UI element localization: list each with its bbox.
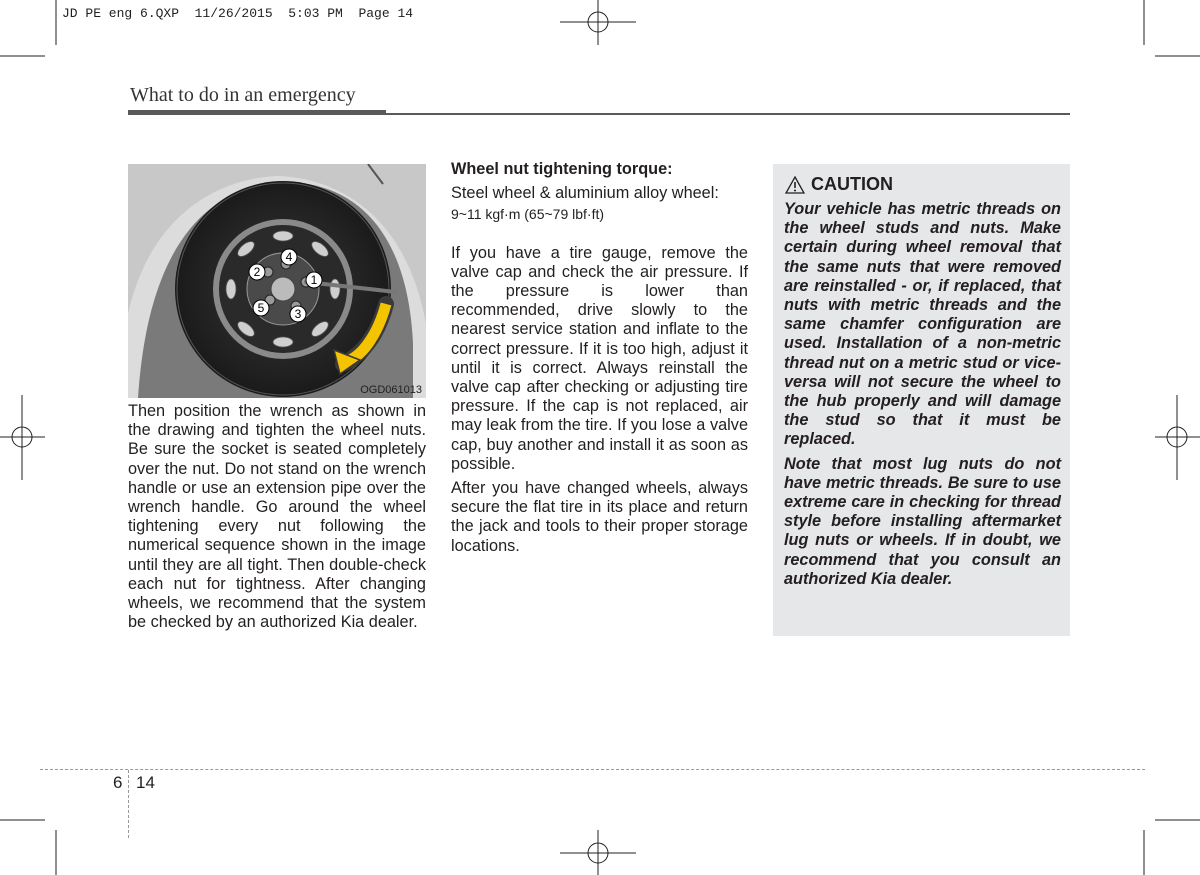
title-rule — [128, 110, 386, 115]
chapter-number: 6 — [113, 773, 123, 792]
print-slug-line: JD PE eng 6.QXP 11/26/2015 5:03 PM Page 14 — [62, 6, 414, 21]
page-number-divider — [128, 770, 129, 838]
storage-paragraph: After you have changed wheels, always secure the flat tire in its place and return the jack and tools to their proper storage locations. — [451, 479, 748, 555]
title-rule-extension — [386, 113, 1070, 115]
caution-metric-threads: Your vehicle has metric threads on the wheel studs and nuts. Make certain during wheel removal that the same nuts that were removed are reinstalled - or, if replaced, that nuts with metric threads and the same chamfer configuration are used. Installation of a non-metric thread nut on a metric stud or vice-versa will not secure the wheel to the hub properly and will damage the stud so that it must be replaced. — [784, 200, 1061, 449]
caution-lug-nuts: Note that most lug nuts do not have metric threads. Be sure to use extreme care in checking for thread style before installing aftermarket lug nuts or wheels. If in doubt, we recommend that you consult an authorized Kia dealer. — [784, 454, 1061, 588]
nut-label-2: 2 — [253, 265, 261, 279]
nut-label-4: 4 — [285, 250, 293, 264]
section-title: What to do in an emergency — [130, 84, 356, 106]
wheel-illustration — [128, 164, 426, 398]
nut-label-1: 1 — [310, 273, 318, 287]
footer-rule — [40, 769, 1145, 770]
torque-heading: Wheel nut tightening torque: — [451, 160, 673, 178]
page-number: 14 — [136, 773, 155, 792]
caution-title: CAUTION — [811, 174, 893, 194]
figure-code: OGD061013 — [360, 384, 422, 396]
warning-triangle-icon — [785, 176, 805, 194]
nut-number-labels — [128, 164, 426, 398]
caution-box — [773, 164, 1070, 636]
torque-value: 9~11 kgf·m (65~79 lbf·ft) — [451, 206, 605, 223]
caution-body — [784, 200, 1061, 589]
nut-label-5: 5 — [257, 301, 265, 315]
torque-section — [451, 160, 748, 556]
tire-pressure-paragraph: If you have a tire gauge, remove the valve cap and check the air pressure. If the pressure is lower than recommended, drive slowly to the nearest service station and inflate to the correct pressure. If it is too high, adjust it until it is correct. Always reinstall the valve cap after checking or adjusting tire pressure. If the cap is not replaced, air may leak from the tire. If you lose a valve cap, buy another and install it as soon as possible. — [451, 243, 748, 473]
caution-header — [785, 174, 893, 195]
nut-label-3: 3 — [294, 307, 302, 321]
wheel-type-label: Steel wheel & aluminium alloy wheel: — [451, 184, 719, 203]
tightening-instructions: Then position the wrench as shown in the drawing and tighten the wheel nuts. Be sure the socket is seated completely over the nut. Do not stand on the wrench handle or use an extension pipe over the wrench handle. Go around the wheel tightening every nut following the numerical sequence shown in the image until they are all tight. Then double-check each nut for tightness. After changing wheels, we recommend that the system be checked by an authorized Kia dealer. — [128, 402, 426, 632]
